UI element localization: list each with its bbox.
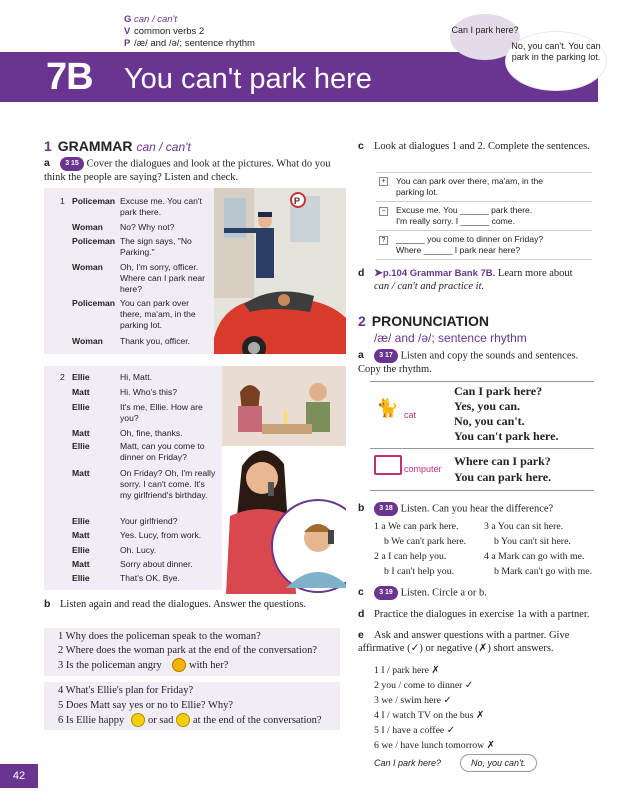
line-text: Oh, I'm sorry, officer. Where can I park near here? [120, 262, 206, 294]
pronunciation-heading: 2 PRONUNCIATION [358, 313, 489, 329]
page-number: 42 [0, 764, 38, 788]
speaker: Policeman [72, 196, 115, 206]
lesson-title: You can't park here [124, 63, 372, 95]
happy-face-icon [131, 713, 145, 727]
pair-item: 4 a Mark can go with me. [484, 551, 585, 562]
line-text: Sorry about dinner. [120, 559, 193, 569]
speaker: Matt [72, 530, 90, 540]
sound-sentence: You can't park here. [454, 429, 559, 443]
line-text: Yes. Lucy, from work. [120, 530, 202, 540]
example-question: Can I park here? [374, 758, 442, 768]
sign-question: ? [379, 234, 388, 245]
policeman-car-illustration [214, 188, 346, 354]
question-3: 3 Is the policeman angry [58, 660, 162, 671]
divider [376, 230, 592, 231]
exercise-2c: c 3 19 Listen. Circle a or b. [358, 586, 487, 599]
line-text: Oh, fine, thanks. [120, 428, 183, 438]
cat-word: cat [404, 410, 417, 420]
question-5: 5 Does Matt say yes or no to Ellie? Why? [58, 700, 234, 711]
sad-face-icon [176, 713, 190, 727]
sign-minus: − [379, 205, 388, 216]
grammar-bank-link[interactable]: p.104 Grammar Bank 7B. [382, 268, 496, 279]
divider [376, 201, 592, 202]
line-text: Oh. Lucy. [120, 545, 157, 555]
line-text: On Friday? Oh, I'm really sorry. I can't come. It's my girlfriend's birthday. [120, 468, 216, 500]
line-text: Excuse me. You can't park there. [120, 196, 202, 217]
prompt-item: 2 you / come to dinner ✓ [374, 680, 474, 691]
phone-call-illustration [222, 366, 346, 594]
lesson-number: 7B [46, 56, 93, 98]
question-6-mid: or sad [148, 715, 174, 726]
speaker: Woman [72, 222, 103, 232]
audio-icon[interactable]: 3 19 [374, 586, 398, 600]
dialogue-2-number: 2 [60, 372, 65, 382]
exercise-1d: d ➤p.104 Grammar Bank 7B. Learn more about [358, 267, 573, 279]
exercise-1c: c Look at dialogues 1 and 2. Complete the sentences. [358, 140, 590, 152]
speaker: Ellie [72, 441, 90, 451]
pair-item: 2 a I can help you. [374, 551, 447, 562]
speaker: Policeman [72, 298, 115, 308]
audio-icon[interactable]: 3 17 [374, 349, 398, 363]
line-text: Your girlfriend? [120, 516, 178, 526]
exercise-2e: e Ask and answer questions with a partner. Give affirmative (✓) or negative (✗) short answers. [358, 629, 570, 654]
speaker: Policeman [72, 236, 115, 246]
line-text: It's me, Ellie. How are you? [120, 402, 203, 423]
speaker: Matt [72, 468, 90, 478]
speaker: Woman [72, 336, 103, 346]
grammar-heading: 1 GRAMMAR can / can't [44, 138, 191, 154]
question-6-end: at the end of the conversation? [193, 715, 322, 726]
topic-pronunciation: P /æ/ and /ə/; sentence rhythm [124, 38, 255, 49]
line-text: Hi. Who's this? [120, 387, 178, 397]
speaker: Ellie [72, 573, 90, 583]
pair-item: 3 a You can sit here. [484, 521, 564, 532]
table-line: ______ you come to dinner on Friday? [396, 234, 544, 244]
line-text: Hi, Matt. [120, 372, 152, 382]
prompt-item: 6 we / have lunch tomorrow ✗ [374, 740, 495, 751]
pair-item: b You can't sit here. [494, 536, 571, 547]
exercise-1b: b Listen again and read the dialogues. Answer the questions. [44, 598, 307, 610]
example-answer: No, you can't. [460, 754, 537, 772]
divider [370, 490, 594, 491]
sound-sentence: No, you can't. [454, 414, 525, 428]
table-line: parking lot. [396, 187, 439, 197]
question-3-end: with her? [189, 660, 229, 671]
line-text: No? Why not? [120, 222, 175, 232]
question-6: 6 Is Ellie happy [58, 715, 125, 726]
speaker: Woman [72, 262, 103, 272]
divider [370, 448, 594, 449]
computer-word: computer [404, 464, 442, 474]
line-text: You can park over there, ma'am, in the parking lot. [120, 298, 196, 330]
angry-face-icon [172, 658, 186, 672]
table-line: Where ______ I park near here? [396, 245, 521, 255]
line-text: Thank you, officer. [120, 336, 191, 346]
sound-sentence: Where can I park? [454, 454, 551, 468]
exercise-2a: a 3 17 Listen and copy the sounds and sentences. Copy the rhythm. [358, 349, 579, 375]
speaker: Ellie [72, 402, 90, 412]
speaker: Ellie [72, 545, 90, 555]
sound-sentence: Can I park here? [454, 384, 543, 398]
exercise-2b: b 3 18 Listen. Can you hear the difference? [358, 502, 554, 515]
line-text: Matt, can you come to dinner on Friday? [120, 441, 205, 462]
pair-item: b I can't help you. [384, 566, 455, 577]
pronunciation-subtitle: /æ/ and /ə/; sentence rhythm [374, 331, 527, 345]
computer-icon [374, 455, 402, 475]
divider [376, 259, 592, 260]
speaker: Ellie [72, 372, 90, 382]
audio-icon[interactable]: 3 18 [374, 502, 398, 516]
table-line: You can park over there, ma'am, in the [396, 176, 544, 186]
speaker: Ellie [72, 516, 90, 526]
audio-icon[interactable]: 3 15 [60, 157, 84, 171]
table-line: I'm really sorry. I ______ come. [396, 216, 515, 226]
prompt-item: 1 I / park here ✗ [374, 665, 440, 676]
question-4: 4 What's Ellie's plan for Friday? [58, 685, 194, 696]
divider [376, 172, 592, 173]
prompt-item: 3 we / swim here ✓ [374, 695, 452, 706]
sound-sentence: Yes, you can. [454, 399, 521, 413]
exercise-2d: d Practice the dialogues in exercise 1a with a partner. [358, 608, 590, 620]
prompt-item: 4 I / watch TV on the bus ✗ [374, 710, 485, 721]
exercise-1d-cont: can / can't and practice it. [374, 281, 485, 292]
speaker: Matt [72, 428, 90, 438]
table-line: Excuse me. You ______ park there. [396, 205, 533, 215]
dialogue-1-number: 1 [60, 196, 65, 206]
arrow-icon: ➤ [374, 268, 383, 279]
speaker: Matt [72, 387, 90, 397]
footer-band [0, 788, 638, 804]
speech-bubble-question: Can I park here? [450, 14, 520, 60]
pair-item: b Mark can't go with me. [494, 566, 593, 577]
question-1: 1 Why does the policeman speak to the woman? [58, 631, 261, 642]
prompt-item: 5 I / have a coffee ✓ [374, 725, 455, 736]
sign-plus: + [379, 175, 388, 186]
divider [370, 381, 594, 382]
sound-sentence: You can park here. [454, 470, 552, 484]
cat-icon: 🐈 [376, 398, 399, 418]
pair-item: 1 a We can park here. [374, 521, 459, 532]
svg-text:P: P [294, 196, 301, 206]
lesson-topics [124, 14, 255, 50]
pair-item: b We can't park here. [384, 536, 467, 547]
exercise-1a: a 3 15 Cover the dialogues and look at the pictures. What do you think the people are saying? Listen and check. [44, 157, 331, 183]
speaker: Matt [72, 559, 90, 569]
line-text: The sign says, "No Parking." [120, 236, 192, 257]
topic-vocabulary: V common verbs 2 [124, 26, 205, 37]
topic-grammar: G can / can't [124, 14, 178, 25]
line-text: That's OK. Bye. [120, 573, 180, 583]
speech-bubble-answer: No, you can't. You can park in the parking lot. [506, 32, 606, 90]
question-2: 2 Where does the woman park at the end of the conversation? [58, 645, 318, 656]
